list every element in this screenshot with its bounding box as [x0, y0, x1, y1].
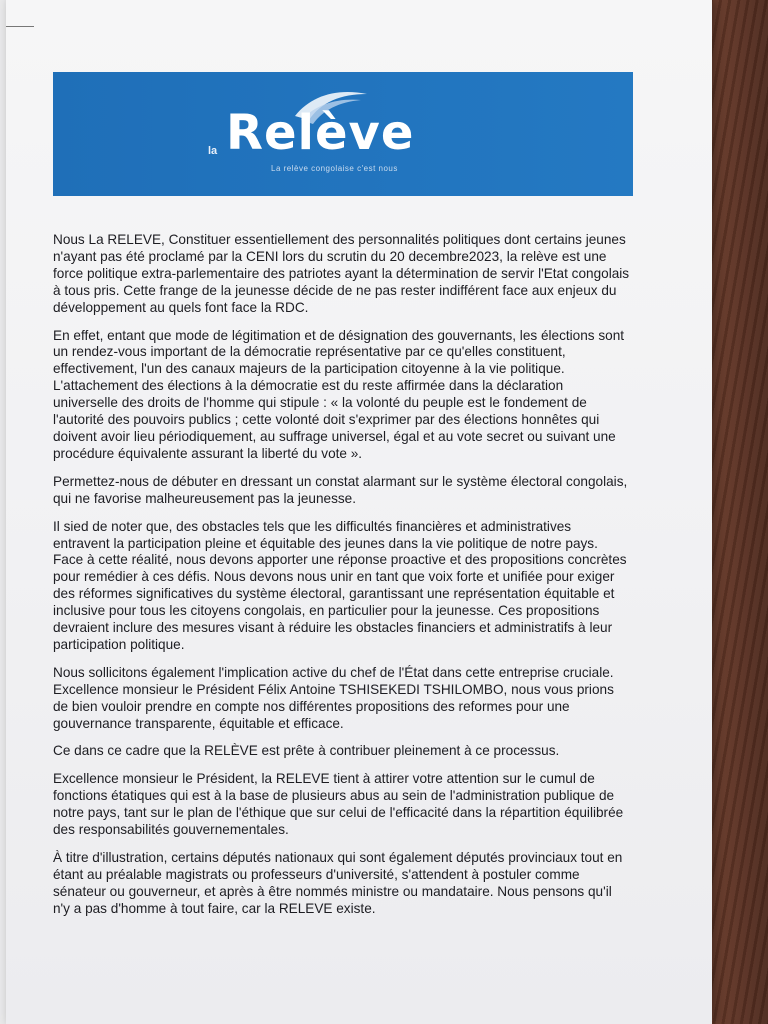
- paragraph: À titre d'illustration, certains députés nationaux qui sont également députés provinciaux tout en étant au préalable magistrats ou professeurs d'université, s'attendent à postuler comme sénateur ou gouverneur, et après à être nommés ministre ou mandataire. Nous pensons qu'il n'y a pas d'homme à tout faire, car la RELEVE existe.: [53, 850, 623, 916]
- paragraph: Nous sollicitons également l'implication active du chef de l'État dans cette entreprise cruciale. Excellence monsieur le Président Félix Antoine TSHISEKEDI TSHILOMBO, nous vous prions de bien vouloir prendre en compte nos différentes propositions des reformes pour une gouvernance transparente, équitable et efficace.: [53, 664, 614, 731]
- letter-body: [53, 232, 631, 929]
- letterhead-banner: [53, 72, 633, 196]
- logo-tagline: La relève congolaise c'est nous: [271, 164, 398, 173]
- document-page: [6, 0, 712, 1024]
- paragraph: Excellence monsieur le Président, la RELEVE tient à attirer votre attention sur le cumul de fonctions étatiques qui est à la base de plusieurs abus au sein de l'administration publique de notre pays, tant sur le plan de l'éthique que sur celui de l'efficacité dans la répartition équilibrée des responsabilités gouvernementales.: [53, 771, 624, 838]
- paragraph: Ce dans ce cadre que la RELÈVE est prête à contribuer pleinement à ce processus.: [53, 743, 560, 759]
- paragraph: En effet, entant que mode de légitimation et de désignation des gouvernants, les élections sont un rendez-vous important de la démocratie représentative par ce qu'elles constituent, effectivement, l'un des canaux majeurs de la participation citoyenne à la vie politique. L'attachement des élections à la démocratie est du reste affirmée dans la déclaration universelle des droits de l'homme qui stipule : « la volonté du peuple est le fondement de l'autorité des pouvoirs publics ; cette volonté doit s'exprimer par des élections honnêtes qui doivent avoir lieu périodiquement, au suffrage universel, égal et au vote secret ou suivant une procédure équivalente assurant la liberté du vote ».: [53, 327, 625, 461]
- logo-wordmark: Relève: [226, 105, 415, 161]
- page-corner-mark: [6, 26, 34, 27]
- wooden-table-edge: [710, 0, 768, 1024]
- paragraph: Nous La RELEVE, Constituer essentiellement des personnalités politiques dont certains jeunes n'ayant pas été proclamé par la CENI lors du scrutin du 20 decembre2023, la relève est une force politique extra-parlementaire des patriotes ayant la détermination de servir l'Etat congolais à tous pris. Cette frange de la jeunesse décide de ne pas rester indifférent face aux enjeux du développement au quels font face la RDC.: [53, 232, 630, 315]
- logo-prefix: la: [208, 145, 218, 157]
- paragraph: Il sied de noter que, des obstacles tels que les difficultés financières et administratives entravent la participation pleine et équitable des jeunes dans la vie politique de notre pays. Face à cette réalité, nous devons apporter une réponse proactive et des propositions concrètes pour remédier à ces défis. Nous devons nous unir en tant que voix forte et unifiée pour exiger des réformes significatives du système électoral, garantissant une représentation équitable et inclusive pour tous les citoyens congolais, en particulier pour la jeunesse. Ces propositions devraient inclure des mesures visant à réduire les obstacles financiers et administratifs à leur participation politique.: [53, 518, 627, 652]
- paragraph: Permettez-nous de débuter en dressant un constat alarmant sur le système électoral congolais, qui ne favorise malheureusement pas la jeunesse.: [53, 473, 628, 506]
